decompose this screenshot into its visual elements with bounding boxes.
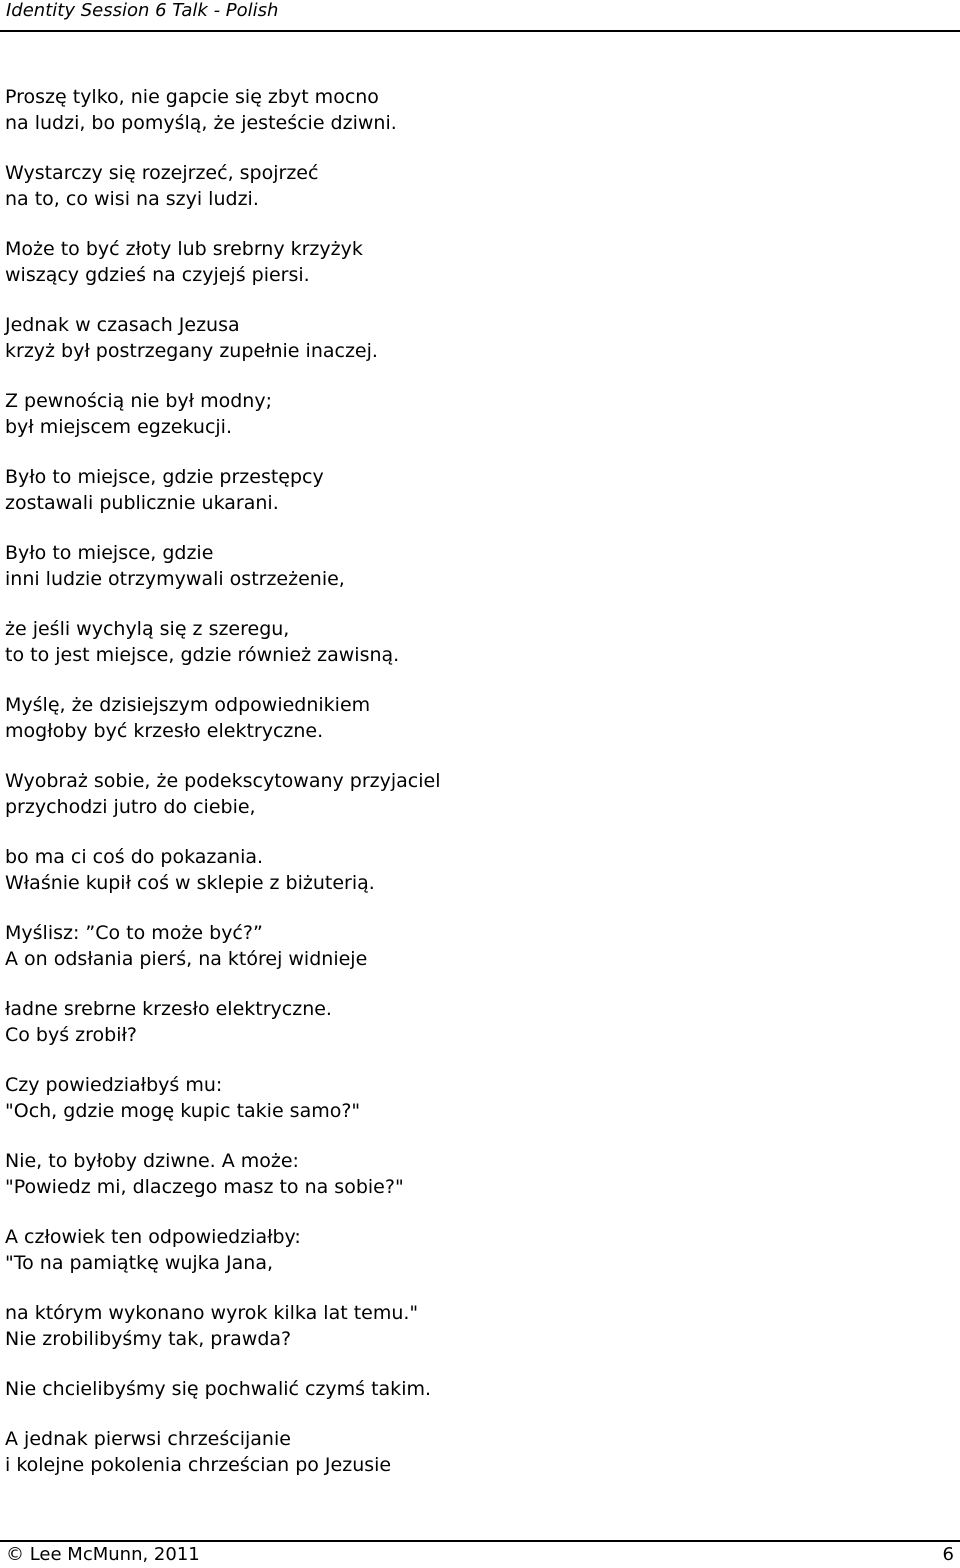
text-line: Może to być złoty lub srebrny krzyżyk: [5, 238, 363, 260]
paragraph-spacer: [5, 364, 945, 388]
text-line: Myślisz: ”Co to może być?”: [5, 922, 263, 944]
text-line: ładne srebrne krzesło elektryczne.: [5, 998, 332, 1020]
text-line: na ludzi, bo pomyślą, że jesteście dziwni.: [5, 112, 397, 134]
paragraph: [5, 540, 945, 616]
text-line: "To na pamiątkę wujka Jana,: [5, 1252, 274, 1274]
text-line: Właśnie kupił coś w sklepie z biżuterią.: [5, 872, 375, 894]
paragraph: [5, 996, 945, 1072]
text-line: Proszę tylko, nie gapcie się zbyt mocno: [5, 86, 379, 108]
text-line: inni ludzie otrzymywali ostrzeżenie,: [5, 568, 345, 590]
paragraph: [5, 312, 945, 388]
paragraph: [5, 388, 945, 464]
text-line: Myślę, że dzisiejszym odpowiednikiem: [5, 694, 371, 716]
paragraph: [5, 616, 945, 692]
text-line: Nie zrobilibyśmy tak, prawda?: [5, 1328, 292, 1350]
paragraph: [5, 1148, 945, 1224]
text-line: przychodzi jutro do ciebie,: [5, 796, 256, 818]
text-line: A jednak pierwsi chrześcijanie: [5, 1428, 291, 1450]
paragraph-spacer: [5, 592, 945, 616]
text-line: Jednak w czasach Jezusa: [5, 314, 240, 336]
text-line: A on odsłania pierś, na której widnieje: [5, 948, 368, 970]
paragraph-spacer: [5, 744, 945, 768]
paragraph: [5, 692, 945, 768]
text-line: Wystarczy się rozejrzeć, spojrzeć: [5, 162, 319, 184]
text-line: że jeśli wychylą się z szeregu,: [5, 618, 290, 640]
paragraph: [5, 1376, 945, 1426]
paragraph-spacer: [5, 516, 945, 540]
paragraph: [5, 1224, 945, 1300]
text-line: na którym wykonano wyrok kilka lat temu.": [5, 1302, 419, 1324]
text-line: mogłoby być krzesło elektryczne.: [5, 720, 324, 742]
text-line: Wyobraż sobie, że podekscytowany przyjaciel: [5, 770, 441, 792]
paragraph-spacer: [5, 668, 945, 692]
text-line: był miejscem egzekucji.: [5, 416, 232, 438]
text-line: zostawali publicznie ukarani.: [5, 492, 279, 514]
text-line: Czy powiedziałbyś mu:: [5, 1074, 223, 1096]
text-line: wiszący gdzieś na czyjejś piersi.: [5, 264, 310, 286]
paragraph: [5, 1426, 945, 1478]
paragraph-spacer: [5, 1048, 945, 1072]
paragraph: [5, 84, 945, 160]
paragraph-spacer: [5, 440, 945, 464]
text-line: Co byś zrobił?: [5, 1024, 137, 1046]
paragraph-spacer: [5, 1352, 945, 1376]
text-line: Nie chcielibyśmy się pochwalić czymś takim.: [5, 1378, 432, 1400]
paragraph-spacer: [5, 136, 945, 160]
paragraph-spacer: [5, 212, 945, 236]
paragraph-spacer: [5, 1276, 945, 1300]
text-line: A człowiek ten odpowiedziałby:: [5, 1226, 301, 1248]
paragraph-spacer: [5, 288, 945, 312]
paragraph: [5, 1300, 945, 1376]
paragraph: [5, 464, 945, 540]
text-line: to to jest miejsce, gdzie również zawisną.: [5, 644, 400, 666]
footer-page-number: 6: [942, 1544, 954, 1565]
text-line: "Powiedz mi, dlaczego masz to na sobie?": [5, 1176, 404, 1198]
footer-divider: [0, 1540, 960, 1542]
paragraph-spacer: [5, 972, 945, 996]
footer-copyright: © Lee McMunn, 2011: [6, 1544, 200, 1565]
text-line: "Och, gdzie mogę kupic takie samo?": [5, 1100, 361, 1122]
paragraph-spacer: [5, 896, 945, 920]
text-line: na to, co wisi na szyi ludzi.: [5, 188, 259, 210]
paragraph: [5, 768, 945, 844]
paragraph: [5, 920, 945, 996]
paragraph: [5, 844, 945, 920]
text-line: bo ma ci coś do pokazania.: [5, 846, 264, 868]
paragraph-spacer: [5, 1402, 945, 1426]
paragraph-spacer: [5, 1124, 945, 1148]
paragraph: [5, 1072, 945, 1148]
document-body: [5, 84, 945, 1478]
text-line: Nie, to byłoby dziwne. A może:: [5, 1150, 299, 1172]
text-line: Było to miejsce, gdzie: [5, 542, 214, 564]
document-header-title: Identity Session 6 Talk - Polish: [6, 0, 279, 21]
text-line: krzyż był postrzegany zupełnie inaczej.: [5, 340, 378, 362]
paragraph-spacer: [5, 820, 945, 844]
text-line: Z pewnością nie był modny;: [5, 390, 272, 412]
paragraph: [5, 160, 945, 236]
text-line: Było to miejsce, gdzie przestępcy: [5, 466, 324, 488]
header-divider: [0, 30, 960, 32]
text-line: i kolejne pokolenia chrześcian po Jezusie: [5, 1454, 392, 1476]
paragraph: [5, 236, 945, 312]
paragraph-spacer: [5, 1200, 945, 1224]
